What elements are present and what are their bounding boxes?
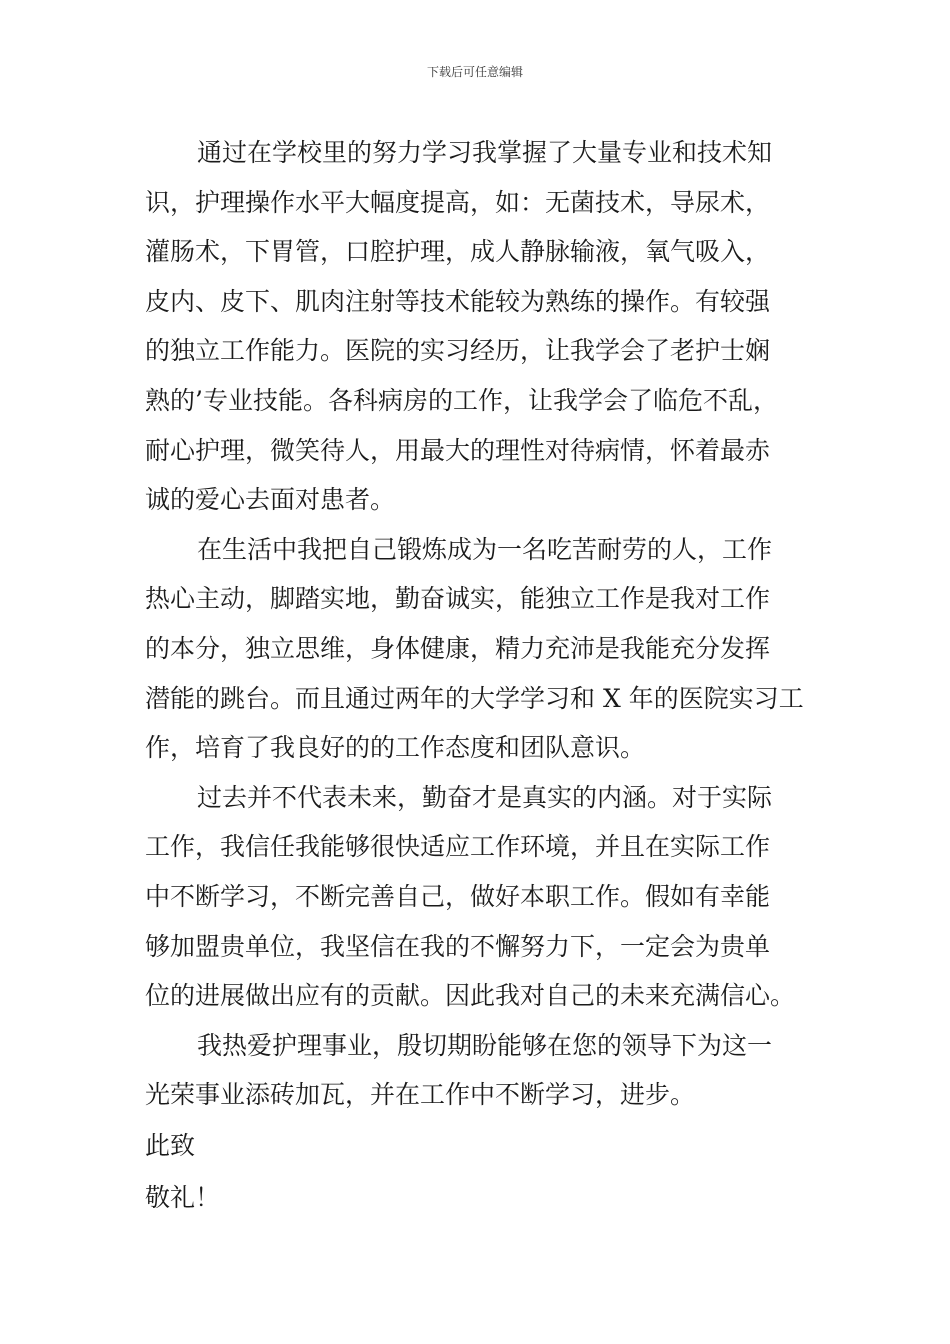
page-header: 下载后可任意编辑 [426,65,523,79]
paragraph-line: 过去并不代表未来，勤奋才是真实的内涵。对于实际 [197,782,773,812]
paragraph-line: 的独立工作能力。医院的实习经历，让我学会了老护士娴 [145,336,771,366]
paragraph-4 [145,1021,813,1120]
paragraph-line: 灌肠术，下胃管，口腔护理，成人静脉输液，氧气吸入， [145,237,771,267]
paragraph-line: 潜能的跳台。而且通过两年的大学学习和 X 年的医院实习工 [145,683,804,713]
paragraph-line: 光荣事业添砖加瓦，并在工作中不断学习，进步。 [145,1080,696,1110]
paragraph-line: 我热爱护理事业，殷切期盼能够在您的领导下为这一 [197,1030,773,1060]
paragraph-line: 够加盟贵单位，我坚信在我的不懈努力下，一定会为贵单 [145,931,771,961]
paragraph-2 [145,525,813,773]
paragraph-line: 熟的’专业技能。各科病房的工作，让我学会了临危不乱， [145,385,778,415]
paragraph-line: 耐心护理，微笑待人，用最大的理性对待病情，怀着最赤 [145,435,771,465]
paragraph-line: 位的进展做出应有的贡献。因此我对自己的未来充满信心。 [145,981,796,1011]
closing-regards: 敬礼！ [145,1182,221,1212]
paragraph-line: 通过在学校里的努力学习我掌握了大量专业和技术知 [197,138,773,167]
paragraph-line: 热心主动，脚踏实地，勤奋诚实，能独立工作是我对工作 [145,584,771,614]
paragraph-line: 在生活中我把自己锻炼成为一名吃苦耐劳的人，工作 [197,534,773,564]
paragraph-line: 诚的爱心去面对患者。 [145,485,396,515]
paragraph-line: 工作，我信任我能够很快适应工作环境，并且在实际工作 [145,832,771,862]
paragraph-line: 作，培育了我良好的的工作态度和团队意识。 [145,733,646,763]
closing-salutation: 此致 [145,1130,196,1160]
paragraph-line: 识，护理操作水平大幅度提高，如：无菌技术，导尿术， [145,187,771,217]
paragraph-1 [145,128,813,525]
paragraph-3 [145,773,813,1021]
paragraph-line: 皮内、皮下、肌肉注射等技术能较为熟练的操作。有较强 [145,286,771,316]
paragraph-line: 中不断学习，不断完善自己，做好本职工作。假如有幸能 [145,881,771,911]
document-body [145,128,813,1224]
paragraph-line: 的本分，独立思维，身体健康，精力充沛是我能充分发挥 [145,633,771,663]
